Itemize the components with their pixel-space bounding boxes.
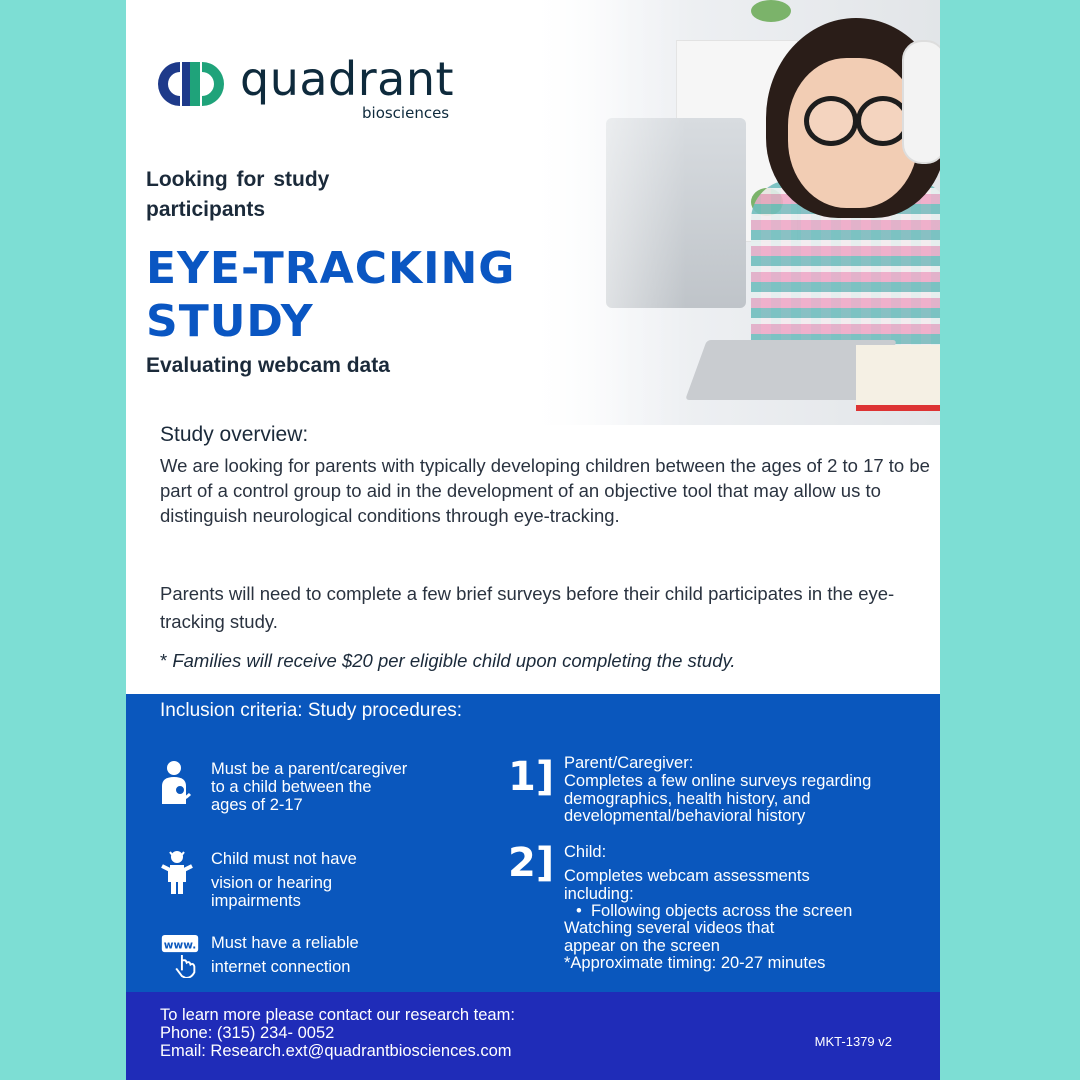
plant (751, 0, 791, 22)
subtitle: Evaluating webcam data (146, 354, 390, 377)
headphones (902, 40, 940, 164)
contact-phone[interactable]: Phone: (315) 234- 0052 (160, 1024, 335, 1042)
footer (126, 992, 940, 1080)
step-1-title: Parent/Caregiver: (564, 754, 694, 772)
hero-fade (526, 0, 686, 425)
step-2-bullet: • Following objects across the screen (576, 902, 853, 920)
step-2-title: Child: (564, 843, 607, 861)
criteria-text: Must be a parent/caregiver to a child between the ages of 2-17 (211, 760, 408, 814)
flyer (126, 0, 940, 1080)
logo-wordmark: quadrant (240, 52, 455, 106)
criteria-text-a: Must have a reliable (211, 934, 359, 952)
parent-child-icon (160, 760, 194, 804)
criteria-text-a: Child must not have (211, 850, 357, 868)
step-2-bullet-text: Following objects across the screen (590, 902, 853, 920)
tagline: Looking for study participants (146, 168, 330, 221)
reward-asterisk: * (160, 650, 173, 671)
criteria-text-b: vision or hearing impairments (211, 874, 333, 910)
step-1-body: Completes a few online surveys regarding demographics, health history, and developmental/behavioral history (564, 772, 872, 825)
step-number: 2] (508, 840, 555, 886)
book (856, 345, 940, 411)
criteria-text-b: internet connection (211, 958, 351, 976)
page-title (146, 242, 526, 348)
step-2-body-a: Completes webcam assessments including: (564, 867, 810, 903)
contact-block (160, 1006, 515, 1060)
contact-email[interactable]: Email: Research.ext@quadrantbiosciences.com (160, 1042, 512, 1060)
title-line-2: STUDY (146, 296, 314, 347)
overview-paragraph-2: Parents will need to complete a few brief surveys before their child participates in the eye-tracking study. (160, 583, 895, 632)
contact-intro: To learn more please contact our research team: (160, 1006, 515, 1024)
title-line-1: EYE-TRACKING (146, 243, 516, 294)
reward-note (160, 650, 736, 672)
svg-text:www.: www. (163, 939, 197, 952)
www-click-icon (160, 934, 200, 978)
overview-heading: Study overview: (160, 423, 309, 446)
quadrant-logo-icon (156, 58, 226, 110)
criteria-heading: Inclusion criteria: Study procedures: (160, 700, 463, 721)
hero-photo (526, 0, 940, 425)
logo-subtext: biosciences (362, 104, 450, 122)
criteria-section (126, 694, 940, 992)
step-number: 1] (508, 754, 555, 800)
reward-text: Families will receive $20 per eligible child upon completing the study. (172, 650, 736, 671)
step-2-timing: *Approximate timing: 20-27 minutes (564, 954, 826, 972)
step-2-body-b: Watching several videos that appear on the screen (564, 919, 775, 955)
glasses-left (804, 96, 858, 146)
document-code: MKT-1379 v2 (814, 1034, 892, 1049)
overview-paragraph-1: We are looking for parents with typically developing children between the ages of 2 to 17 to be part of a control group to aid in the development of an objective tool that may allow us to distinguish neurological conditions through eye-tracking. (160, 455, 930, 526)
child-icon (160, 850, 194, 894)
